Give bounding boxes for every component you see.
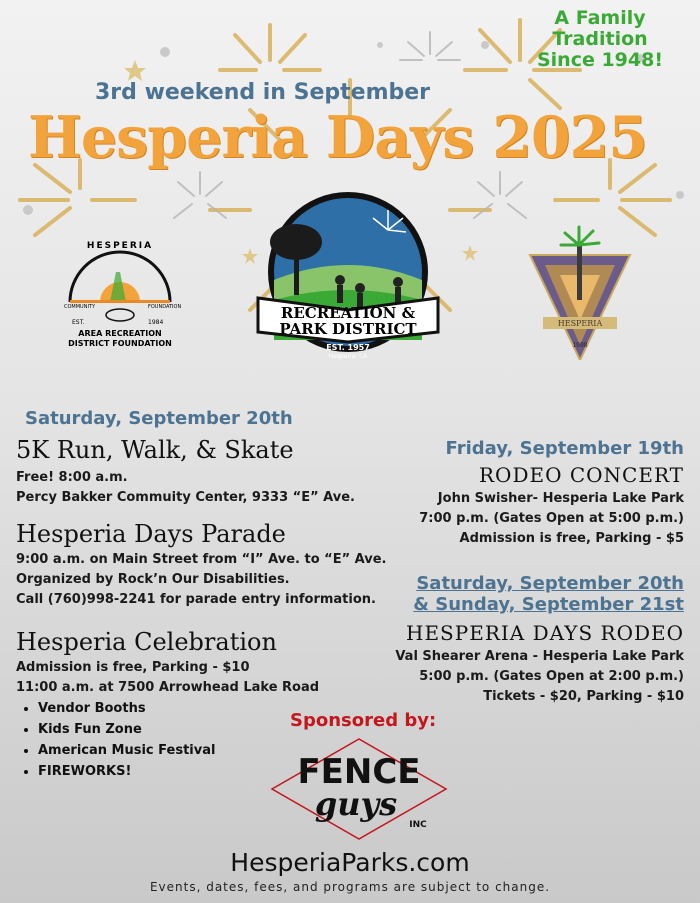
friday-section xyxy=(419,438,684,549)
rodeo-date-line2: & Sunday, September 21st xyxy=(413,594,684,615)
foundation-est-year: 1984 xyxy=(148,319,164,326)
recreation-park-district-logo xyxy=(248,190,448,362)
sponsored-by-label: Sponsored by: xyxy=(290,710,437,731)
friday-date-heading: Friday, September 19th xyxy=(445,438,684,459)
rec-logo-line2: PARK DISTRICT xyxy=(279,320,417,338)
foundation-name-line1: AREA RECREATION xyxy=(78,329,162,338)
rodeo-line1: Val Shearer Arena - Hesperia Lake Park xyxy=(395,649,684,664)
foundation-name-line2: DISTRICT FOUNDATION xyxy=(68,339,172,348)
tagline-line: A Family xyxy=(554,7,646,29)
friday-line2: 7:00 p.m. (Gates Open at 5:00 p.m.) xyxy=(419,511,684,526)
fence-guys-logo xyxy=(268,735,450,843)
rec-logo-est: EST. 1957 xyxy=(326,343,370,352)
celebration-line2: 11:00 a.m. at 7500 Arrowhead Lake Road xyxy=(16,680,320,695)
rec-logo-city: Hesperia, CA xyxy=(328,353,368,360)
event-title: Hesperia Days 2025 xyxy=(28,104,647,171)
celebration-line1: Admission is free, Parking - $10 xyxy=(16,660,250,675)
hesperia-days-rodeo-title: HESPERIA DAYS RODEO xyxy=(406,621,684,645)
hesperia-city-seal xyxy=(525,225,635,360)
tagline-line: Since 1948! xyxy=(536,49,664,71)
family-tradition-tagline xyxy=(520,8,680,71)
list-item: • American Music Festival xyxy=(38,740,319,761)
list-item: • Vendor Booths xyxy=(38,698,319,719)
rodeo-line2: 5:00 p.m. (Gates Open at 2:00 p.m.) xyxy=(419,669,684,684)
website-link[interactable]: HesperiaParks.com xyxy=(230,848,470,877)
seal-year: 1988 xyxy=(572,342,588,349)
foundation-logo xyxy=(40,232,200,352)
foundation-est-label: EST. xyxy=(72,319,85,326)
tagline-line: Tradition xyxy=(552,28,648,50)
parade-line1: 9:00 a.m. on Main Street from “I” Ave. to “E” Ave. xyxy=(16,552,387,567)
fence-brand-script: guys xyxy=(314,785,398,823)
run-title: 5K Run, Walk, & Skate xyxy=(16,436,294,464)
run-section xyxy=(16,436,355,508)
rec-logo-line1: RECREATION & xyxy=(280,304,416,322)
rodeo-concert-title: RODEO CONCERT xyxy=(479,463,684,487)
friday-line1: John Swisher- Hesperia Lake Park xyxy=(437,491,684,506)
run-line1: Free! 8:00 a.m. xyxy=(16,470,128,485)
parade-line3: Call (760)998-2241 for parade entry information. xyxy=(16,592,376,607)
friday-line3: Admission is free, Parking - $5 xyxy=(459,531,684,546)
run-line2: Percy Bakker Commuity Center, 9333 “E” Ave. xyxy=(16,490,355,505)
list-item: • Kids Fun Zone xyxy=(38,719,319,740)
weekend-subtitle: 3rd weekend in September xyxy=(95,80,431,105)
foundation-left-text: COMMUNITY xyxy=(64,304,96,310)
foundation-right-text: FOUNDATION xyxy=(148,304,182,310)
list-item: • FIREWORKS! xyxy=(38,761,319,782)
parade-section xyxy=(16,520,386,610)
foundation-top-text: HESPERIA xyxy=(86,241,154,251)
disclaimer-text: Events, dates, fees, and programs are subject to change. xyxy=(149,880,551,894)
parade-title: Hesperia Days Parade xyxy=(16,520,286,548)
parade-line2: Organized by Rock’n Our Disabilities. xyxy=(16,572,290,587)
saturday-date-heading: Saturday, September 20th xyxy=(25,408,293,429)
handshake-icon xyxy=(106,309,134,321)
seal-name: HESPERIA xyxy=(557,319,603,328)
rodeo-line3: Tickets - $20, Parking - $10 xyxy=(483,689,684,704)
fence-brand-top: FENCE xyxy=(297,752,421,792)
celebration-title: Hesperia Celebration xyxy=(16,628,277,656)
fence-brand-inc: INC xyxy=(409,820,427,830)
rodeo-date-line1: Saturday, September 20th xyxy=(416,573,684,594)
rodeo-weekend-section xyxy=(395,573,684,707)
